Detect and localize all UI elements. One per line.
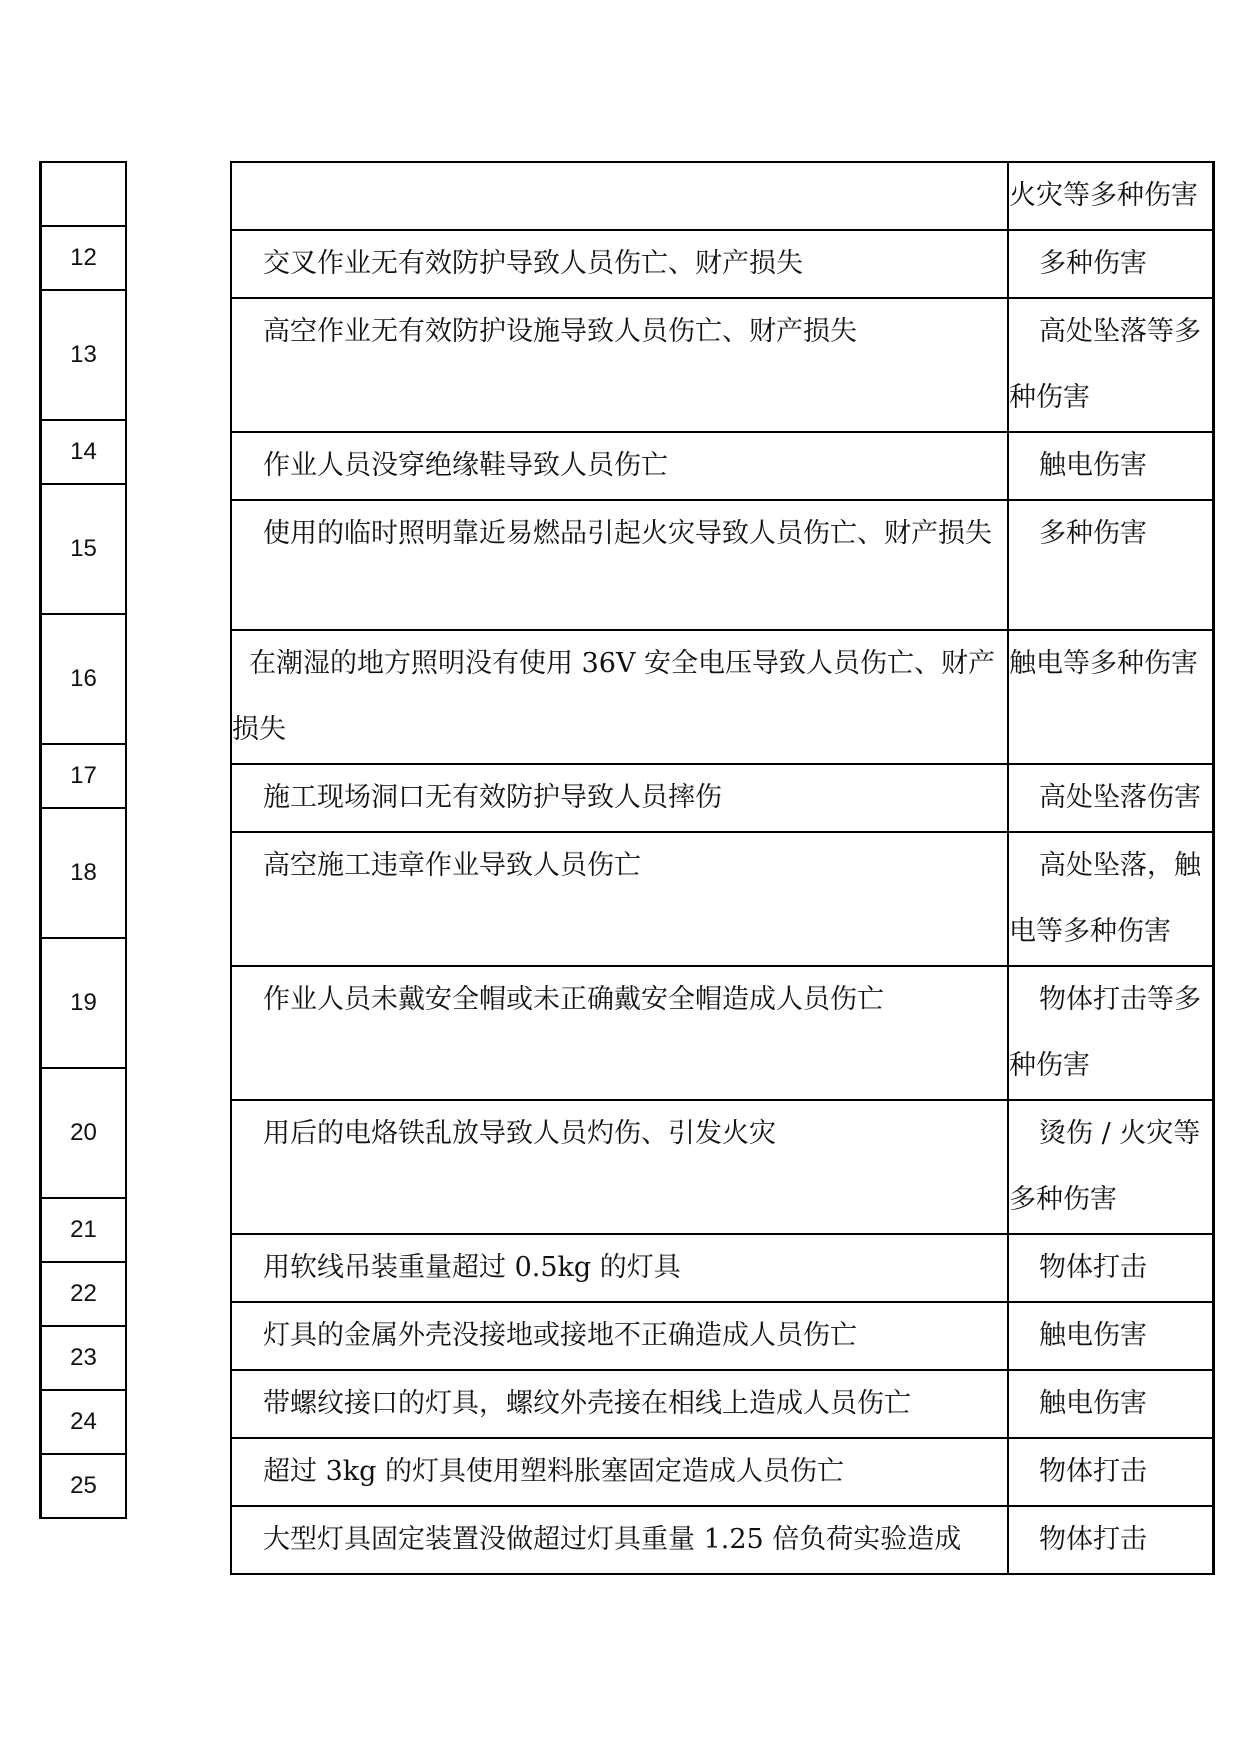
table-row — [231, 230, 1214, 298]
table-row — [231, 298, 1214, 432]
table-row — [41, 744, 127, 808]
row-number: 15 — [41, 484, 127, 614]
table-row — [41, 290, 127, 420]
row-number: 14 — [41, 420, 127, 484]
table-row — [231, 1370, 1214, 1438]
hazard-description: 高空施工违章作业导致人员伤亡 — [231, 832, 1008, 966]
table-row — [41, 1198, 127, 1262]
table-row — [41, 614, 127, 744]
table-row — [41, 1262, 127, 1326]
hazard-description: 超过 3kg 的灯具使用塑料胀塞固定造成人员伤亡 — [231, 1438, 1008, 1506]
hazard-description: 灯具的金属外壳没接地或接地不正确造成人员伤亡 — [231, 1302, 1008, 1370]
injury-type: 高处坠落，触电等多种伤害 — [1008, 832, 1214, 966]
hazard-description: 大型灯具固定装置没做超过灯具重量 1.25 倍负荷实验造成 — [231, 1506, 1008, 1574]
table-row — [41, 1326, 127, 1390]
injury-type: 触电伤害 — [1008, 432, 1214, 500]
hazard-description — [231, 162, 1008, 230]
injury-type: 物体打击等多种伤害 — [1008, 966, 1214, 1100]
table-row — [41, 1068, 127, 1198]
table-row — [41, 484, 127, 614]
table-row — [231, 966, 1214, 1100]
table-row — [231, 162, 1214, 230]
hazard-description: 在潮湿的地方照明没有使用 36V 安全电压导致人员伤亡、财产损失 — [231, 630, 1008, 764]
injury-type: 物体打击 — [1008, 1506, 1214, 1574]
injury-type: 触电伤害 — [1008, 1370, 1214, 1438]
hazard-description: 用后的电烙铁乱放导致人员灼伤、引发火灾 — [231, 1100, 1008, 1234]
injury-type: 烫伤 / 火灾等多种伤害 — [1008, 1100, 1214, 1234]
table-row — [41, 420, 127, 484]
hazard-description: 带螺纹接口的灯具，螺纹外壳接在相线上造成人员伤亡 — [231, 1370, 1008, 1438]
table-row — [231, 1234, 1214, 1302]
row-number-column — [39, 161, 127, 1519]
table-row — [41, 808, 127, 938]
row-number: 12 — [41, 226, 127, 290]
table-row — [41, 226, 127, 290]
hazard-description: 作业人员未戴安全帽或未正确戴安全帽造成人员伤亡 — [231, 966, 1008, 1100]
table-row — [41, 1390, 127, 1454]
injury-type: 多种伤害 — [1008, 500, 1214, 630]
table-row — [231, 1438, 1214, 1506]
row-number: 16 — [41, 614, 127, 744]
row-number: 23 — [41, 1326, 127, 1390]
hazard-description: 交叉作业无有效防护导致人员伤亡、财产损失 — [231, 230, 1008, 298]
row-number: 17 — [41, 744, 127, 808]
row-number: 25 — [41, 1454, 127, 1518]
hazard-description: 用软线吊装重量超过 0.5kg 的灯具 — [231, 1234, 1008, 1302]
table-row — [41, 1454, 127, 1518]
injury-type: 高处坠落伤害 — [1008, 764, 1214, 832]
row-number: 19 — [41, 938, 127, 1068]
hazard-description: 高空作业无有效防护设施导致人员伤亡、财产损失 — [231, 298, 1008, 432]
table-row — [231, 500, 1214, 630]
hazard-description: 作业人员没穿绝缘鞋导致人员伤亡 — [231, 432, 1008, 500]
row-number: 18 — [41, 808, 127, 938]
injury-type: 高处坠落等多种伤害 — [1008, 298, 1214, 432]
table-row — [231, 630, 1214, 764]
row-number: 20 — [41, 1068, 127, 1198]
row-number: 24 — [41, 1390, 127, 1454]
injury-type: 多种伤害 — [1008, 230, 1214, 298]
injury-type: 触电等多种伤害 — [1008, 630, 1214, 764]
injury-type: 物体打击 — [1008, 1438, 1214, 1506]
row-number: 13 — [41, 290, 127, 420]
hazard-table — [230, 161, 1215, 1575]
table-row — [231, 832, 1214, 966]
hazard-description: 施工现场洞口无有效防护导致人员摔伤 — [231, 764, 1008, 832]
row-number: 22 — [41, 1262, 127, 1326]
row-number: 21 — [41, 1198, 127, 1262]
injury-type: 触电伤害 — [1008, 1302, 1214, 1370]
injury-type: 火灾等多种伤害 — [1008, 162, 1214, 230]
table-row — [231, 432, 1214, 500]
hazard-description: 使用的临时照明靠近易燃品引起火灾导致人员伤亡、财产损失 — [231, 500, 1008, 630]
table-row — [41, 938, 127, 1068]
table-row — [231, 1100, 1214, 1234]
table-row — [231, 1302, 1214, 1370]
table-row — [41, 162, 127, 226]
table-row — [231, 1506, 1214, 1574]
table-row — [231, 764, 1214, 832]
row-number — [41, 162, 127, 226]
injury-type: 物体打击 — [1008, 1234, 1214, 1302]
